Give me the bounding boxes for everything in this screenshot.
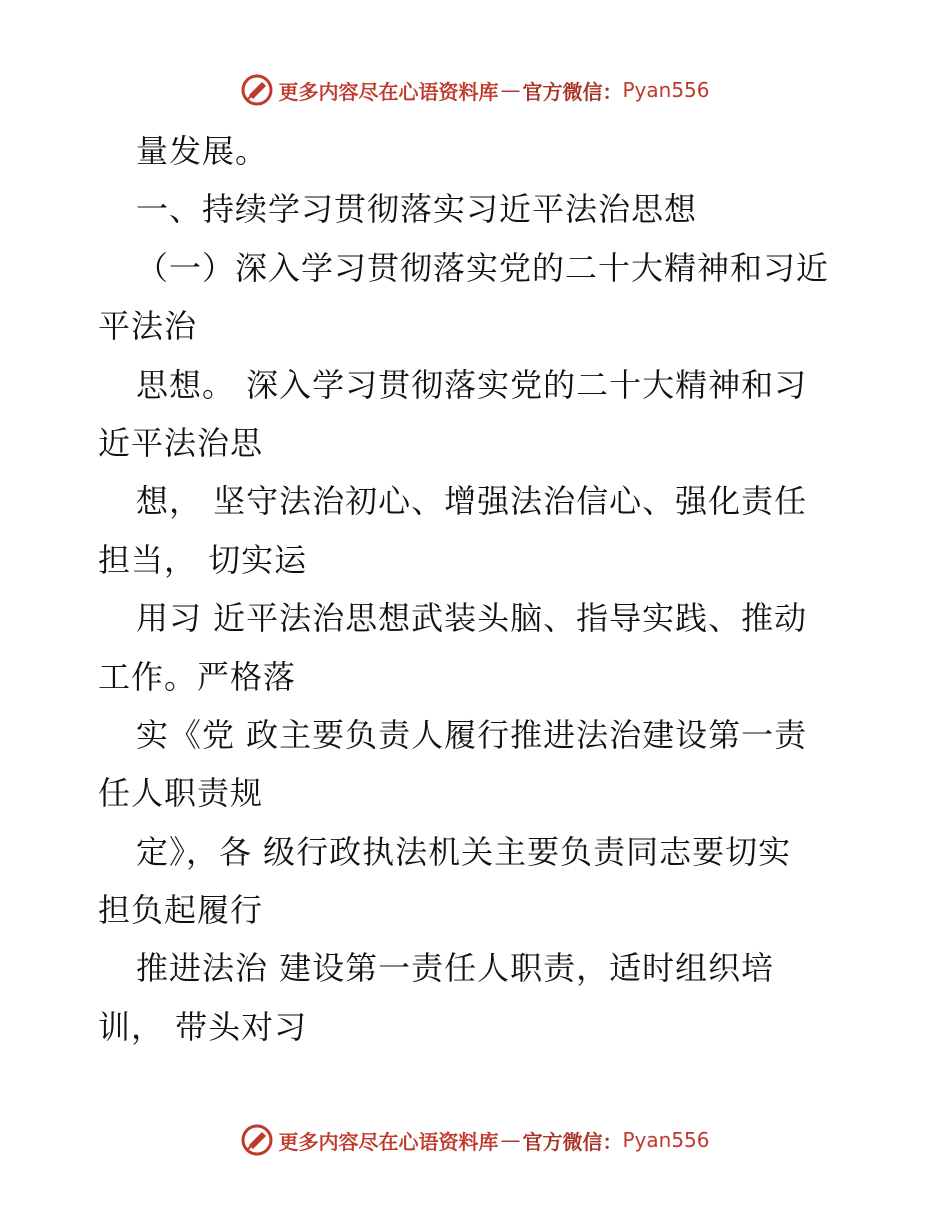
text-line: 工作。严格落 <box>98 657 297 696</box>
text-line: 担负起履行 <box>98 891 264 930</box>
text-line: 量发展。 <box>136 132 269 170</box>
text-line: 定》，各 级行政执法机关主要负责同志要切实 <box>136 832 792 871</box>
watermark-account: Pyan556 <box>622 78 710 102</box>
text-line: 平法治 <box>98 307 198 346</box>
header-watermark <box>0 70 950 110</box>
text-line: 近平法治思 <box>98 423 264 462</box>
text-line: 思想。 深入学习贯彻落实党的二十大精神和习 <box>136 365 808 404</box>
text-line: 担当， 切实运 <box>98 540 308 579</box>
watermark-name: 更多内容尽在心语资料库 <box>278 79 499 104</box>
text-line: 想， 坚守法治初心、增强法治信心、强化责任 <box>136 482 808 521</box>
text-line: （一）深入学习贯彻落实党的二十大精神和习近 <box>136 248 830 287</box>
text-line: 用习 近平法治思想武装头脑、指导实践、推动 <box>136 599 808 638</box>
footer-watermark <box>0 1120 950 1160</box>
text-line: 推进法治 建设第一责任人职责，适时组织培 <box>136 949 775 988</box>
text-line: 任人职责规 <box>98 774 264 813</box>
library-logo-icon <box>240 73 274 107</box>
section-heading: 一、持续学习贯彻落实习近平法治思想 <box>136 190 698 229</box>
watermark-official-label: 官方微信： <box>522 1129 623 1154</box>
document-body <box>98 122 858 1056</box>
watermark-separator: — <box>500 1128 521 1152</box>
text-line: 训， 带头对习 <box>98 1007 308 1046</box>
watermark-account: Pyan556 <box>622 1128 710 1152</box>
watermark-separator: — <box>500 78 521 102</box>
library-logo-icon <box>240 1123 274 1157</box>
text-line: 实《党 政主要负责人履行推进法治建设第一责 <box>136 715 808 754</box>
watermark-official-label: 官方微信： <box>522 79 623 104</box>
watermark-name: 更多内容尽在心语资料库 <box>278 1129 499 1154</box>
